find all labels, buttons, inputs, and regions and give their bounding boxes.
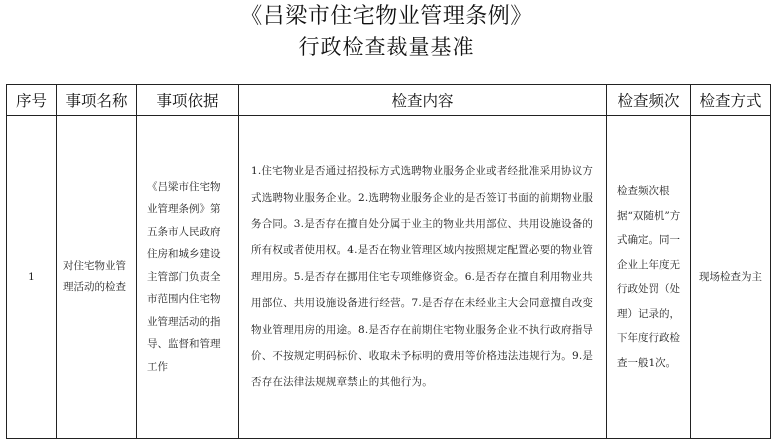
- cell-seq: 1: [7, 116, 57, 439]
- document-title: 《吕梁市住宅物业管理条例》: [240, 4, 533, 29]
- header-inspection-content: 检查内容: [239, 85, 607, 116]
- table-row: [7, 116, 771, 439]
- cell-item-name: 对住宅物业管理活动的检查: [57, 116, 137, 439]
- standards-table: [6, 84, 771, 439]
- header-item-name: 事项名称: [57, 85, 137, 116]
- table-header-row: [7, 85, 771, 116]
- header-inspection-method: 检查方式: [691, 85, 771, 116]
- header-seq: 序号: [7, 85, 57, 116]
- document-subtitle: 行政检查裁量基准: [298, 35, 475, 59]
- header-item-basis: 事项依据: [137, 85, 239, 116]
- cell-inspection-content: 1.住宅物业是否通过招投标方式选聘物业服务企业或者经批准采用协议方式选聘物业服务企业。2.选聘物业服务企业的是否签订书面的前期物业服务合同。3.是否存在擅自处分属于业主的物业共用部位、共用设施设备的所有权或者使用权。4.是否在物业管理区域内按照规定配置必要的物业管理用房。5.是否存在挪用住宅专项维修资金。6.是否存在擅自利用物业共用部位、共用设施设备进行经营。7.是否存在未经业主大会同意擅自改变物业管理用房的用途。8.是否存在前期住宅物业服务企业不执行政府指导价、不按规定明码标价、收取未予标明的费用等价格违法违规行为。9.是否存在法律法规规章禁止的其他行为。: [239, 116, 607, 439]
- header-inspection-frequency: 检查频次: [607, 85, 691, 116]
- cell-item-basis: 《吕梁市住宅物业管理条例》第五条市人民政府住房和城乡建设主管部门负责全市范围内住宅物业管理活动的指导、监督和管理工作: [137, 116, 239, 439]
- cell-inspection-frequency: 检查频次根据“双随机”方式确定。同一企业上年度无行政处罚（处理）记录的，下年度行政检查一般1次。: [607, 116, 691, 439]
- cell-inspection-method: 现场检查为主: [691, 116, 771, 439]
